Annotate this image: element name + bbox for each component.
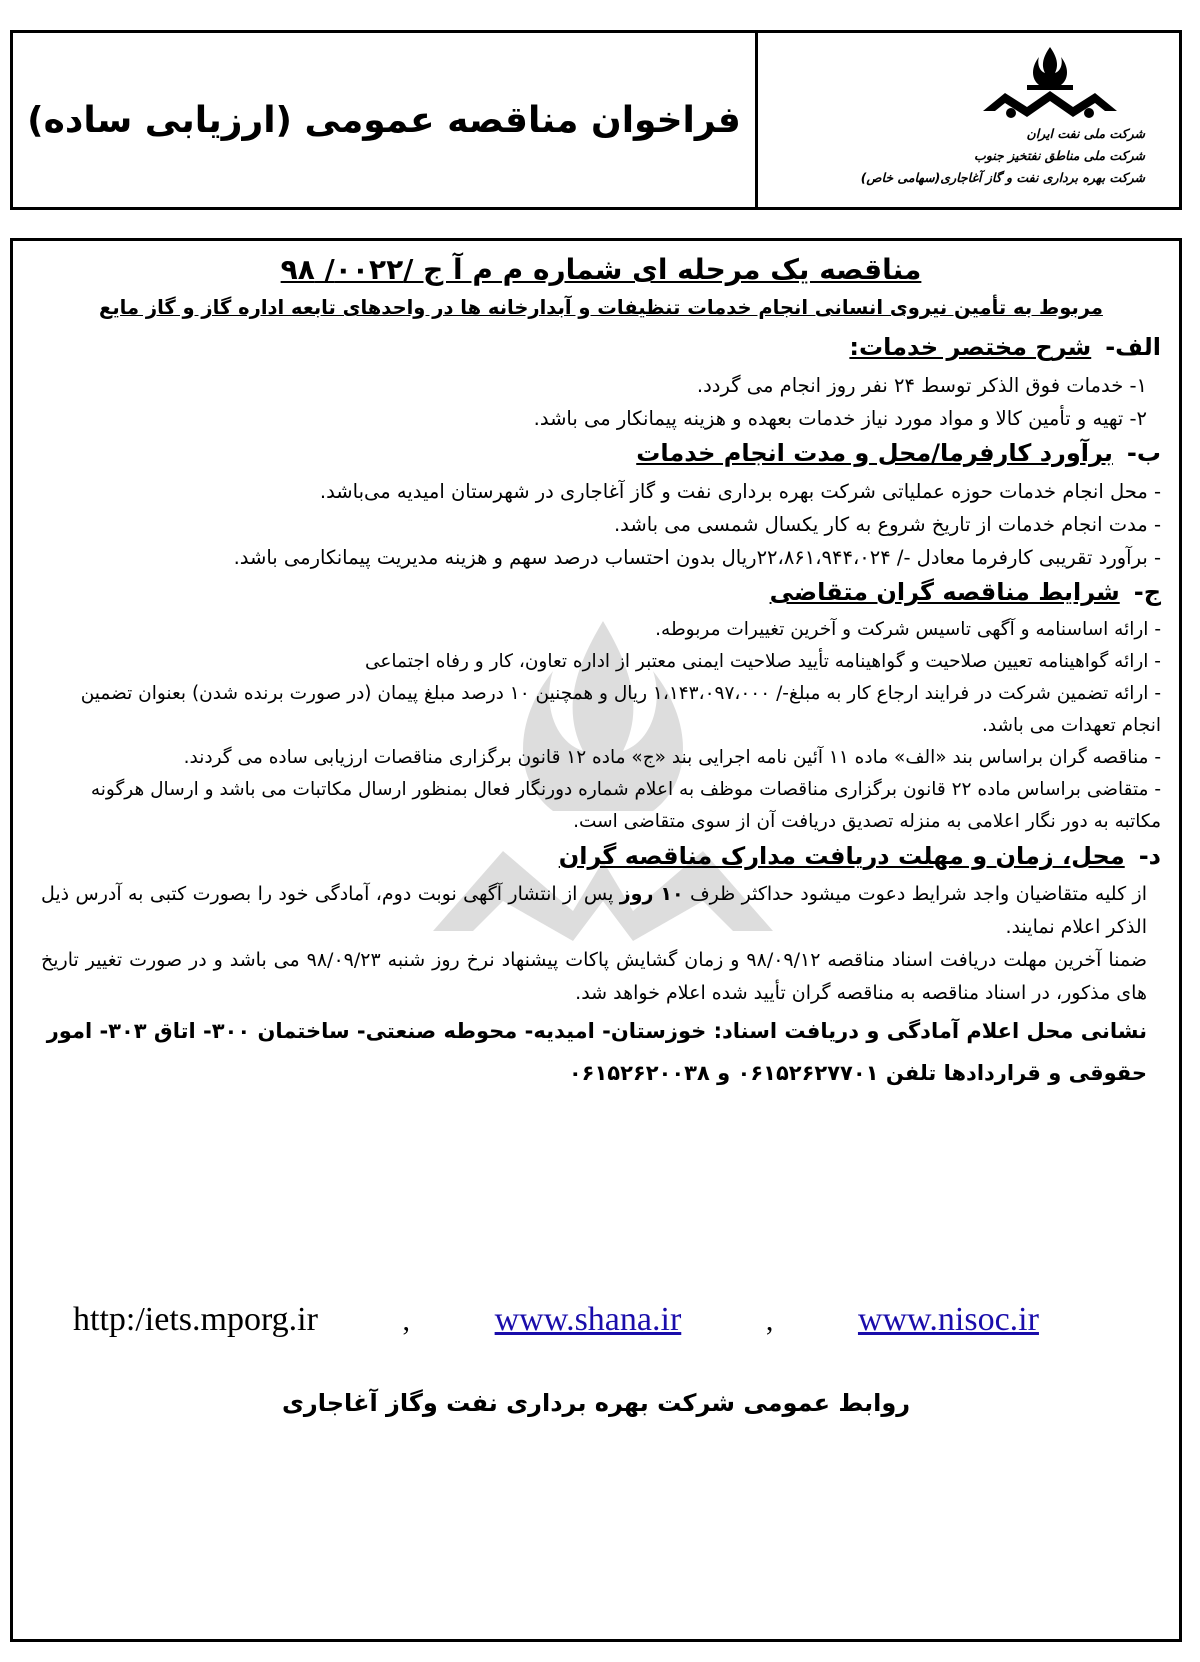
company-line-1: شرکت ملی نفت ایران bbox=[1026, 126, 1145, 141]
submission-address: نشانی محل اعلام آمادگی و دریافت اسناد: خوزستان- امیدیه- محوطه صنعتی- ساختمان ۳۰۰- اتاق ۳۰۳- امور حقوقی و قراردادها تلفن ۰۶۱۵۲۶۲۷۷۰۱ و ۰۶۱۵۲۶۲۰۰۳۸ bbox=[46, 1019, 1147, 1085]
section-c-item: - مناقصه گران براساس بند «الف» ماده ۱۱ آئین نامه اجرایی بند «ج» ماده ۱۲ قانون برگزاری مناقصات ارزیابی ساده می گردند. bbox=[183, 747, 1161, 768]
nioc-logo-icon bbox=[965, 41, 1135, 123]
section-d-title: محل، زمان و مهلت دریافت مدارک مناقصه گران bbox=[558, 842, 1125, 870]
company-line-3: شرکت بهره برداری نفت و گاز آغاجاری(سهامی خاص) bbox=[860, 170, 1145, 185]
company-logo-area bbox=[758, 33, 1179, 207]
section-b-letter: ب- bbox=[1126, 439, 1161, 467]
section-a-item: ۱- خدمات فوق الذکر توسط ۲۴ نفر روز انجام می گردد. bbox=[696, 374, 1147, 397]
section-c-heading bbox=[41, 578, 1161, 606]
section-d-heading bbox=[41, 842, 1161, 870]
section-d-letter: د- bbox=[1138, 842, 1161, 870]
header-box bbox=[10, 30, 1182, 210]
company-line-2: شرکت ملی مناطق نفتخیز جنوب bbox=[974, 148, 1145, 163]
notice-title: فراخوان مناقصه عمومی (ارزیابی ساده) bbox=[27, 99, 741, 141]
section-a-letter: الف- bbox=[1105, 333, 1161, 361]
section-a-heading bbox=[41, 333, 1161, 361]
section-d-paragraph-2: ضمنا آخرین مهلت دریافت اسناد مناقصه ۹۸/۰۹/۱۲ و زمان گشایش پاکات پیشنهاد نرخ روز شنبه ۹۸/۰۹/۲۳ می باشد و در صورت تغییر تاریخ های مذکور، در اسناد مناقصه به مناقصه گران تأیید شده اعلام خواهد شد. bbox=[41, 949, 1147, 1004]
section-c-letter: ج- bbox=[1133, 578, 1161, 606]
body-box bbox=[10, 238, 1182, 1642]
section-a-item: ۲- تهیه و تأمین کالا و مواد مورد نیاز خدمات بعهده و هزینه پیمانکار می باشد. bbox=[533, 407, 1147, 430]
paragraph-text: پس از انتشار آگهی نوبت دوم، آمادگی خود را بصورت کتبی به آدرس ذیل الذکر اعلام نمایند. bbox=[41, 883, 1147, 938]
website-links bbox=[73, 1301, 1039, 1339]
link-separator: , bbox=[402, 1304, 411, 1337]
link-shana[interactable]: www.shana.ir bbox=[494, 1301, 682, 1338]
section-b-item: - برآورد تقریبی کارفرما معادل -/ ۲۲،۸۶۱،۹۴۴،۰۲۴ریال بدون احتساب درصد سهم و هزینه مدیریت پیمانکارمی باشد. bbox=[233, 546, 1161, 569]
link-separator: , bbox=[765, 1304, 774, 1337]
section-c-item: - متقاضی براساس ماده ۲۲ قانون برگزاری مناقصات موظف به اعلام شماره دورنگار فعال بمنظور ارسال مکاتبات می باشد و ارسال هرگونه مکاتبه به دور نگار اعلامی به منزله تصدیق دریافت آن از سوی متقاضی است. bbox=[90, 779, 1161, 832]
section-b-item: - محل انجام خدمات حوزه عملیاتی شرکت بهره برداری نفت و گاز آغاجاری در شهرستان امیدیه می‌باشد. bbox=[319, 480, 1161, 503]
public-relations-footer: روابط عمومی شرکت بهره برداری نفت وگاز آغاجاری bbox=[281, 1389, 911, 1417]
section-d-paragraph-1 bbox=[41, 878, 1147, 944]
section-c-item: - ارائه گواهینامه تعیین صلاحیت و گواهینامه تأیید صلاحیت ایمنی معتبر از اداره تعاون، کار و رفاه اجتماعی bbox=[364, 651, 1161, 672]
link-nisoc[interactable]: www.nisoc.ir bbox=[857, 1301, 1039, 1338]
link-iets[interactable]: http:/iets.mporg.ir bbox=[73, 1301, 318, 1338]
section-c-item: - ارائه تضمین شرکت در فرایند ارجاع کار به مبلغ-/ ۱،۱۴۳،۰۹۷،۰۰۰ ریال و همچنین ۱۰ درصد مبلغ پیمان (در صورت برنده شدن) بعنوان تضمین انجام تعهدات می باشد. bbox=[80, 683, 1161, 736]
section-b-title: برآورد کارفرما/محل و مدت انجام خدمات bbox=[636, 439, 1113, 467]
section-c-title: شرایط مناقصه گران متقاضی bbox=[769, 578, 1120, 606]
tender-number: مناقصه یک مرحله ای شماره م م آ ج /۰۰۲۲/ ۹۸ bbox=[280, 253, 922, 286]
notice-content bbox=[41, 249, 1161, 1094]
section-a-title: شرح مختصر خدمات: bbox=[849, 333, 1092, 361]
paragraph-text: از کلیه متقاضیان واجد شرایط دعوت میشود حداکثر ظرف bbox=[683, 883, 1147, 905]
section-c-item: - ارائه اساسنامه و آگهی تاسیس شرکت و آخرین تغییرات مربوطه. bbox=[655, 619, 1161, 640]
section-b-item: - مدت انجام خدمات از تاریخ شروع به کار یکسال شمسی می باشد. bbox=[613, 513, 1161, 536]
deadline-days: ۱۰ روز bbox=[619, 883, 684, 905]
tender-subject: مربوط به تأمین نیروی انسانی انجام خدمات تنظیفات و آبدارخانه ها در واحدهای تابعه اداره گاز و گاز مایع bbox=[99, 296, 1103, 319]
section-b-heading bbox=[41, 439, 1161, 467]
